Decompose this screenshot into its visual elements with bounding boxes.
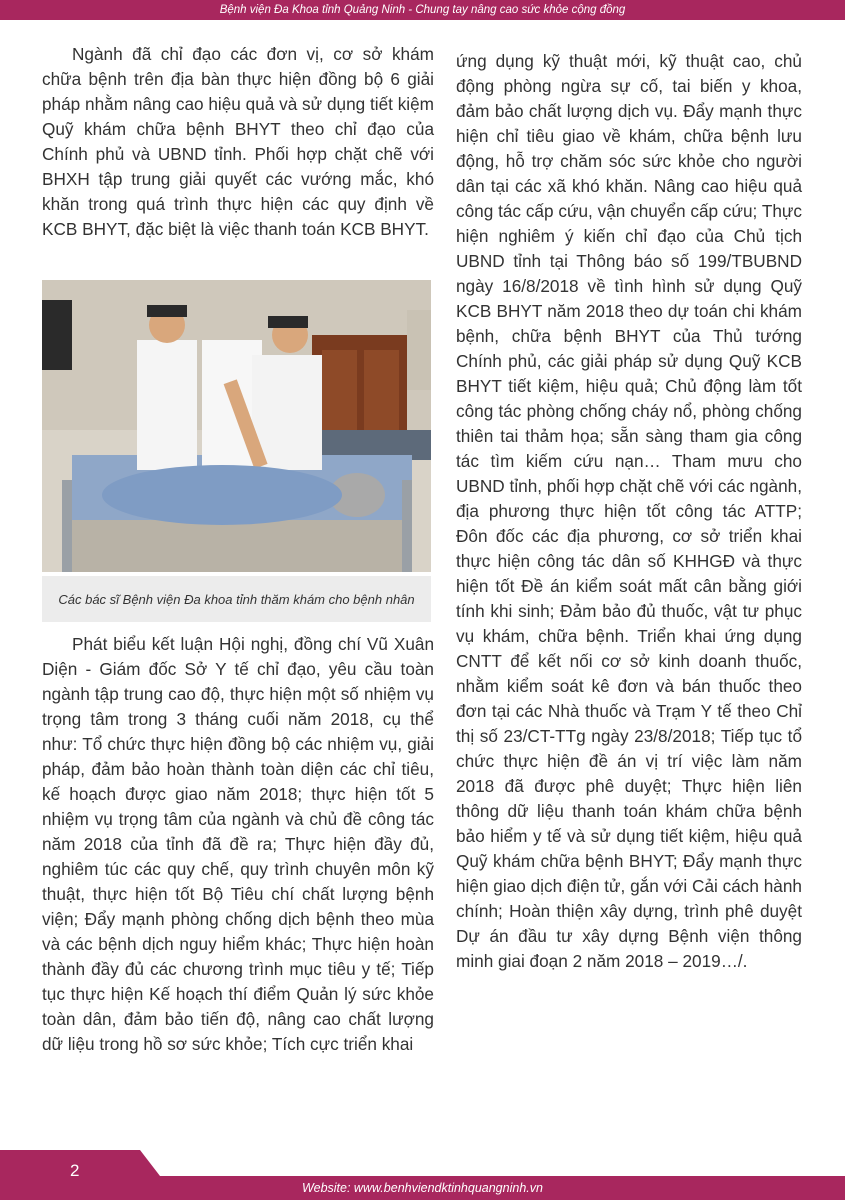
paragraph-intro: Ngành đã chỉ đạo các đơn vị, cơ sở khám chữa bệnh trên địa bàn thực hiện đồng bộ 6 giải pháp nhằm nâng cao hiệu quả và sử dụng tiết kiệm Quỹ khám chữa bệnh BHYT theo chỉ đạo của Chính phủ và UBND tỉnh. Phối hợp chặt chẽ với BHXH tập trung giải quyết các vướng mắc, khó khăn trong quá trình thực hiện các quy định về KCB BHYT, đặc biệt là việc thanh toán KCB BHYT. [42, 44, 434, 239]
doctors-examining-patient-photo [42, 280, 431, 572]
left-column-top [42, 42, 434, 242]
paragraph-conclusion: Phát biểu kết luận Hội nghị, đồng chí Vũ Xuân Diện - Giám đốc Sở Y tế chỉ đạo, yêu cầu toàn ngành tập trung cao độ, thực hiện một số nhiệm vụ trọng tâm trong 3 tháng cuối năm 2018, cụ thể như: Tổ chức thực hiện đồng bộ các nhiệm vụ, giải pháp, đảm bảo hoàn thành toàn diện các chỉ tiêu, kế hoạch được giao năm 2018; thực hiện tốt 5 nhiệm vụ trọng tâm của ngành và chủ đề công tác năm 2018 của tỉnh đã đề ra; Thực hiện đầy đủ, nghiêm túc các quy chế, quy trình chuyên môn kỹ thuật, thực hiện tốt Bộ Tiêu chí chất lượng bệnh viện; Đẩy mạnh phòng chống dịch bệnh theo mùa và các bệnh dịch nguy hiểm khác; Thực hiện hoàn thành đầy đủ các chương trình mục tiêu y tế; Tiếp tục thực hiện Kế hoạch thí điểm Quản lý sức khỏe toàn dân, đảm bảo tiến độ, nâng cao chất lượng dữ liệu trong hồ sơ sức khỏe; Tích cực triển khai [42, 634, 434, 1054]
paragraph-continuation: ứng dụng kỹ thuật mới, kỹ thuật cao, chủ động phòng ngừa sự cố, tai biến y khoa, đảm bảo chất lượng dịch vụ. Đẩy mạnh thực hiện chỉ tiêu giao về khám, chữa bệnh lưu động, hỗ trợ chăm sóc sức khỏe cho người dân tại các xã khó khăn. Nâng cao hiệu quả công tác cấp cứu, vận chuyển cấp cứu; Thực hiện nghiêm ý kiến chỉ đạo của Chủ tịch UBND tỉnh tại Thông báo số 199/TBUBND ngày 16/8/2018 về tình hình sử dụng Quỹ KCB BHYT năm 2018 theo dự toán chi khám bệnh, chữa bệnh BHYT của Thủ tướng Chính phủ, các giải pháp sử dụng Quỹ KCB BHYT tiết kiệm, hiệu quả; Chủ động làm tốt công tác phòng chống cháy nổ, phòng chống thiên tai thảm họa; sẵn sàng tham gia công tác tìm kiếm cứu nạn… Tham mưu cho UBND tỉnh, phối hợp chặt chẽ với các ngành, địa phương thực hiện tốt công tác ATTP; Đôn đốc các địa phương, cơ sở triển khai thực hiện công tác dân số KHHGĐ và thực hiện tốt Đề án kiểm soát mất cân bằng giới tính khi sinh; Đảm bảo đủ thuốc, vật tư phục vụ khám, chữa bệnh. Triển khai ứng dụng CNTT để kết nối cơ sở kinh doanh thuốc, nhằm kiểm soát kê đơn và bán thuốc theo đơn tại các Nhà thuốc và Trạm Y tế theo Chỉ thị số 23/CT-TTg ngày 23/8/2018; Tiếp tục tổ chức thực hiện đề án vị trí việc làm năm 2018 đã được phê duyệt; Thực hiện liên thông dữ liệu thanh toán khám chữa bệnh bảo hiểm y tế và sử dụng tiết kiệm, hiệu quả Quỹ khám chữa bệnh BHYT; Đẩy mạnh thực hiện giao dịch điện tử, gắn với Cải cách hành chính; Hoàn thiện xây dựng, trình phê duyệt Dự án đầu tư xây dựng Bệnh viện thông minh giai đoạn 2 năm 2018 – 2019…/. [456, 51, 802, 971]
photo-caption: Các bác sĩ Bệnh viện Đa khoa tỉnh thăm khám cho bệnh nhân [42, 576, 431, 622]
right-column [456, 49, 802, 974]
footer-tab [0, 1150, 160, 1176]
header-title: Bệnh viện Đa Khoa tỉnh Quảng Ninh - Chung tay nâng cao sức khỏe cộng đồng [219, 4, 626, 16]
left-column-bottom [42, 632, 434, 1057]
page-number: 2 [70, 1161, 80, 1180]
footer-website[interactable]: Website: www.benhviendktinhquangninh.vn [302, 1181, 543, 1195]
